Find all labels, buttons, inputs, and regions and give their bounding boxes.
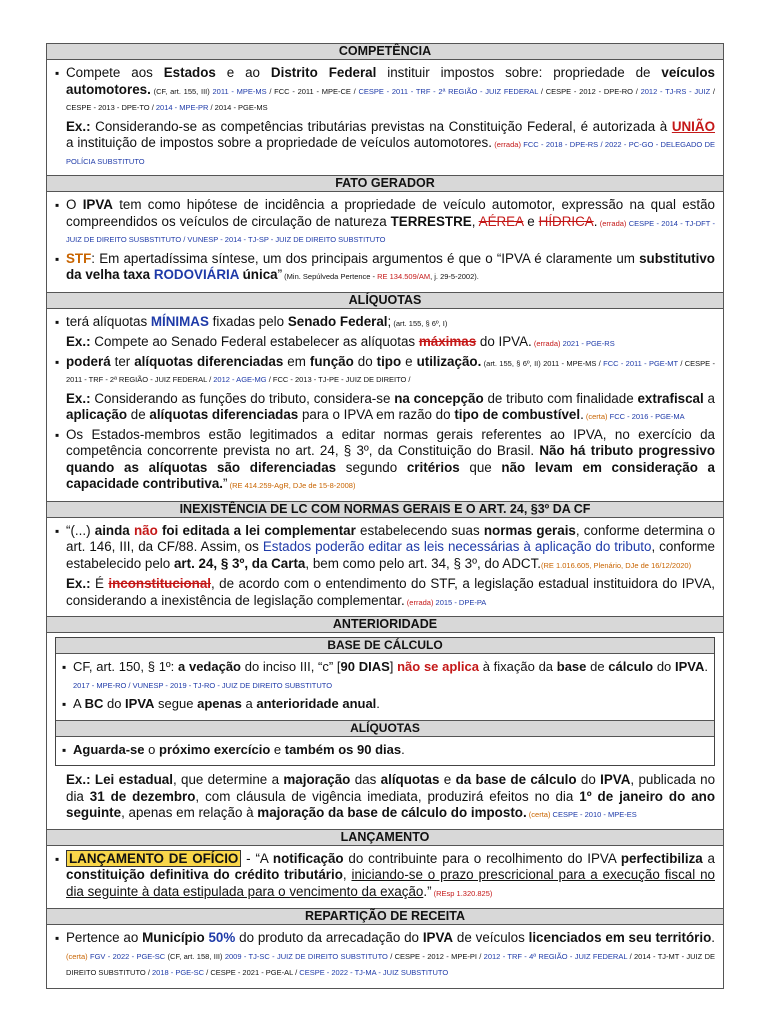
anterioridade-example-wrap (47, 772, 723, 829)
section-lancamento (47, 846, 723, 909)
aliquotas-item-minimas: ▪ terá alíquotas MÍNIMAS fixadas pelo Senado Federal; (art. 155, § 6º, I) (55, 314, 715, 331)
subsection-header-base-calculo: BASE DE CÁLCULO (56, 638, 714, 654)
subsection-base-calculo (56, 654, 714, 720)
base-calculo-item-1: ▪ CF, art. 150, § 1º: a vedação do inciso III, “c” [90 DIAS] não se aplica à fixação da base de cálculo do IPVA. 2017 - MPE-RO / VUNESP - 2019 - TJ-RO - JUIZ DE DIREITO SUBSTITUTO (62, 659, 708, 692)
section-reparticao (47, 925, 723, 988)
section-header-anterioridade: ANTERIORIDADE (47, 616, 723, 633)
section-competencia (47, 60, 723, 175)
lancamento-item: ▪ LANÇAMENTO DE OFÍCIO - “A notificação do contribuinte para o recolhimento do IPVA perfectibiliza a constituição definitiva do crédito tributário, iniciando-se o prazo prescricional para a execução fiscal no dia seguinte à data estipulada para o vencimento da exação.” (REsp 1.320.825) (55, 851, 715, 901)
base-calculo-item-2: ▪ A BC do IPVA segue apenas a anterioridade anual. (62, 696, 708, 713)
section-anterioridade (47, 637, 723, 829)
anterioridade-box (55, 637, 715, 766)
inexistencia-example: Ex.: É inconstitucional, de acordo com o entendimento do STF, a legislação estadual instituidora do IPVA, considerando a inexistência de legislação complementar. (errada) 2015 - DPE-PA (66, 576, 715, 608)
section-header-competencia: COMPETÊNCIA (47, 44, 723, 60)
subsection-aliquotas (56, 737, 714, 766)
section-inexistencia (47, 518, 723, 617)
inexistencia-item: ▪ “(...) ainda não foi editada a lei complementar estabelecendo suas normas gerais, conforme determina o art. 146, III, da CF/88. Assim, os Estados poderão editar as leis necessárias à aplicação do tributo, conforme estabelecido pelo art. 24, § 3º, da Carta, bem como pelo art. 34, § 3º, do ADCT.(RE 1.016.605, Plenário, DJe de 16/12/2020) (55, 523, 715, 573)
anterioridade-example: Ex.: Lei estadual, que determine a majoração das alíquotas e da base de cálculo do IPVA, publicada no dia 31 de dezembro, com cláusula de vigência imediata, produzirá efeitos no dia 1º de janeiro do ano seguinte, apenas em relação à majoração da base de cálculo do imposto. (certa) CESPE - 2010 - MPE-ES (66, 772, 716, 820)
aliquotas-example-1: Ex.: Compete ao Senado Federal estabelecer as alíquotas máximas do IPVA. (errada) 2021 - PGE-RS (66, 334, 615, 349)
section-header-reparticao: REPARTIÇÃO DE RECEITA (47, 908, 723, 925)
section-fato-gerador (47, 192, 723, 292)
competencia-item: ▪ Compete aos Estados e ao Distrito Federal instituir impostos sobre: propriedade de veículos automotores. (CF, art. 155, III) 2011 - MPE-MS / FCC - 2011 - MPE-CE / CESPE - 2011 - TRF - 2ª REGIÃO - JUIZ FEDERAL / CESPE - 2012 - DPE-RO / 2012 - TJ-RS - JUIZ / CESPE - 2013 - DPE-TO / 2014 - MPE-PR / 2014 - PGE-MS (55, 65, 715, 115)
aliquotas-item-estados: ▪ Os Estados-membros estão legitimados a editar normas gerais referentes ao IPVA, no exercício da competência concorrente prevista no art. 24, § 3º, da Constituição do Brasil. Não há tributo progressivo quando as alíquotas são diferenciadas segundo critérios que não levam em consideração a capacidade contributiva.” (RE 414.259-AgR, DJe de 15-8-2008) (55, 427, 715, 493)
subsection-header-aliquotas: ALÍQUOTAS (56, 720, 714, 737)
reparticao-item: ▪ Pertence ao Município 50% do produto da arrecadação do IPVA de veículos licenciados em seu território. (certa) FGV - 2022 - PGE-SC (CF, art. 158, III) 2009 - TJ-SC - JUIZ DE DIREITO SUBSTITUTO / CESPE - 2012 - MPE-PI / 2012 - TRF - 4ª REGIÃO - JUIZ FEDERAL / 2014 - TJ-MT - JUIZ DE DIREITO SUBSTITUTO / 2018 - PGE-SC / CESPE - 2021 - PGE-AL / CESPE - 2022 - TJ-MA - JUIZ SUBSTITUTO (55, 930, 715, 980)
section-header-aliquotas: ALÍQUOTAS (47, 292, 723, 309)
section-header-fato-gerador: FATO GERADOR (47, 175, 723, 192)
stf-item: ▪ STF: Em apertadíssima síntese, um dos principais argumentos é que o “IPVA é claramente um substitutivo da velha taxa RODOVIÁRIA única” (Min. Sepúlveda Pertence - RE 134.509/AM, j. 29-5-2002). (55, 251, 715, 284)
fato-gerador-item: ▪ O IPVA tem como hipótese de incidência a propriedade de veículo automotor, expressão na qual estão compreendidos os veículos de circulação de natureza TERRESTRE, AÉREA e HÍDRICA. (errada) CESPE - 2014 - TJ-DFT - JUIZ DE DIREITO SUSBSTITUTO / VUNESP - 2014 - TJ-SP - JUIZ DE DIREITO SUBSTITUTO (55, 197, 715, 247)
section-header-lancamento: LANÇAMENTO (47, 829, 723, 846)
summary-sheet (46, 43, 724, 989)
section-header-inexistencia: INEXISTÊNCIA DE LC COM NORMAS GERAIS E O ART. 24, §3º DA CF (47, 501, 723, 518)
aliquotas-item-diferenciadas: ▪ poderá ter alíquotas diferenciadas em função do tipo e utilização. (art. 155, § 6º, II) 2011 - MPE-MS / FCC - 2011 - PGE-MT / CESPE - 2011 - TRF - 2ª REGIÃO - JUIZ FEDERAL / 2012 - AGE-MG / FCC - 2013 - TJ-PE - JUIZ DE DIREITO / (55, 354, 715, 387)
anterioridade-aliquotas-item: ▪ Aguarda-se o próximo exercício e também os 90 dias. (62, 742, 708, 759)
competencia-example: Ex.: Considerando-se as competências tributárias previstas na Constituição Federal, é autorizada à UNIÃO a instituição de impostos sobre a propriedade de veículos automotores. (errada) FCC - 2018 - DPE-RS / 2022 - PC-GO - DELEGADO DE POLÍCIA SUBSTITUTO (66, 118, 715, 166)
aliquotas-example-2: Ex.: Considerando as funções do tributo, considera-se na concepção de tributo com finalidade extrafiscal a aplicação de alíquotas diferenciadas para o IPVA em razão do tipo de combustível. (certa) FCC - 2016 - PGE-MA (66, 390, 716, 422)
section-aliquotas (47, 309, 723, 501)
lancamento-highlight: LANÇAMENTO DE OFÍCIO (66, 850, 241, 867)
